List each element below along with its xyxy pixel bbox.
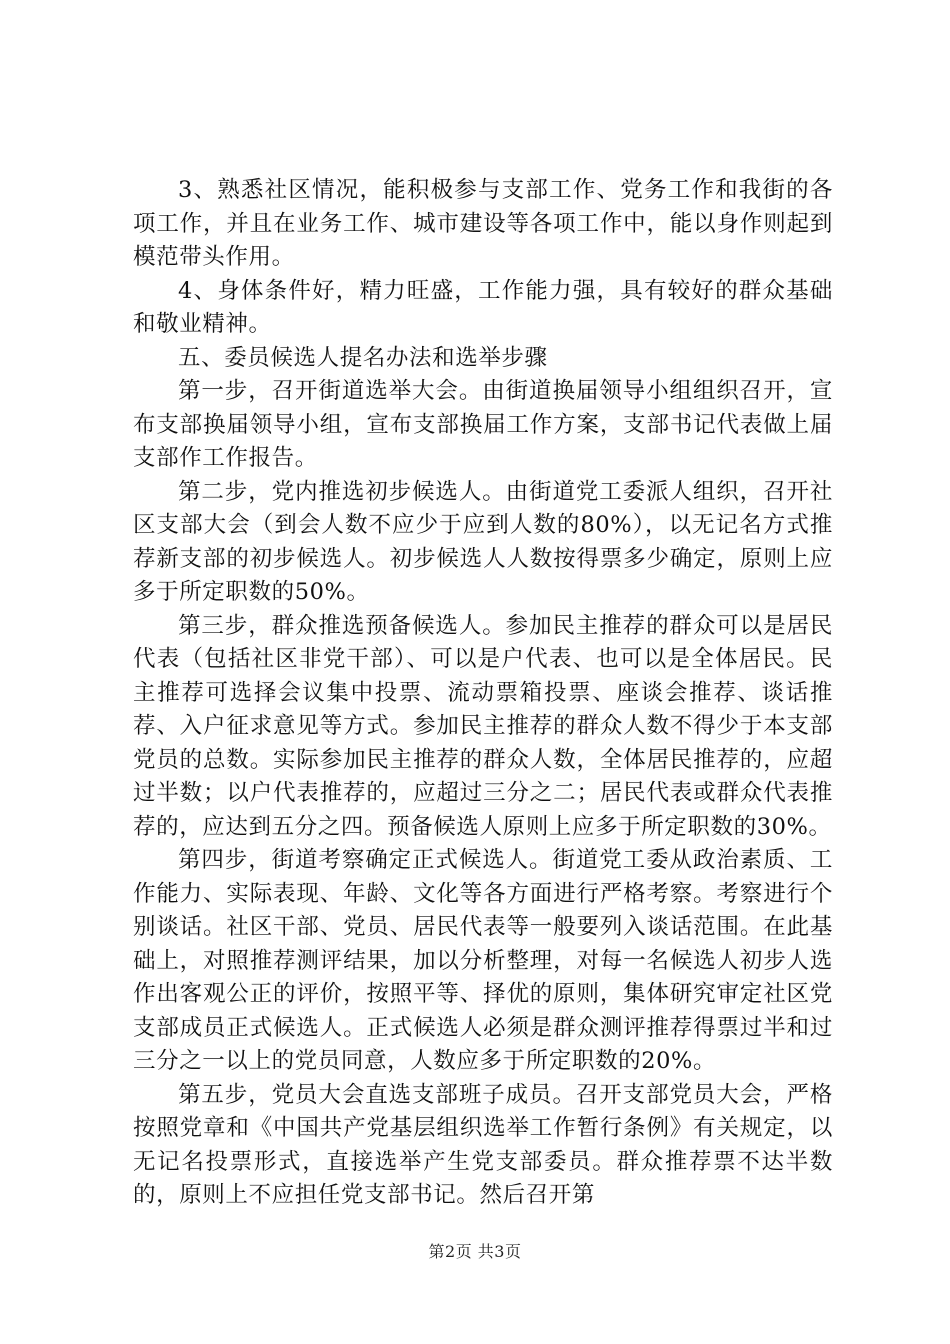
paragraph-step-3: 第三步，群众推选预备候选人。参加民主推荐的群众可以是居民代表（包括社区非党干部）、可以是户代表、也可以是全体居民。民主推荐可选择会议集中投票、流动票箱投票、座谈会推荐、谈话推荐、入户征求意见等方式。参加民主推荐的群众人数不得少于本支部党员的总数。实际参加民主推荐的群众人数，全体居民推荐的，应超过半数；以户代表推荐的，应超过三分之二；居民代表或群众代表推荐的，应达到五分之四。预备候选人原则上应多于所定职数的30%。 (133, 612, 833, 840)
paragraph-step-1: 第一步，召开街道选举大会。由街道换届领导小组组织召开，宣布支部换届领导小组，宣布支部换届工作方案，支部书记代表做上届支部作工作报告。 (133, 378, 833, 471)
paragraph-requirement-4: 4、身体条件好，精力旺盛，工作能力强，具有较好的群众基础和敬业精神。 (133, 277, 833, 337)
page-number-footer: 第2页 共3页 (428, 1242, 522, 1261)
paragraph-step-2: 第二步，党内推选初步候选人。由街道党工委派人组织，召开社区支部大会（到会人数不应少于应到人数的80%），以无记名方式推荐新支部的初步候选人。初步候选人人数按得票多少确定，原则上应多于所定职数的50%。 (133, 478, 833, 605)
paragraph-step-5: 第五步，党员大会直选支部班子成员。召开支部党员大会，严格按照党章和《中国共产党基层组织选举工作暂行条例》有关规定，以无记名投票形式，直接选举产生党支部委员。群众推荐票不达半数的，原则上不应担任党支部书记。然后召开第 (133, 1081, 833, 1208)
paragraph-step-4: 第四步，街道考察确定正式候选人。街道党工委从政治素质、工作能力、实际表现、年龄、文化等各方面进行严格考察。考察进行个别谈话。社区干部、党员、居民代表等一般要列入谈话范围。在此基础上，对照推荐测评结果，加以分析整理，对每一名候选人初步人选作出客观公正的评价，按照平等、择优的原则，集体研究审定社区党支部成员正式候选人。正式候选人必须是群众测评推荐得票过半和过三分之一以上的党员同意，人数应多于所定职数的20%。 (133, 847, 833, 1074)
paragraph-requirement-3: 3、熟悉社区情况，能积极参与支部工作、党务工作和我街的各项工作，并且在业务工作、城市建设等各项工作中，能以身作则起到模范带头作用。 (133, 177, 833, 270)
document-body (133, 174, 833, 1213)
section-heading-5: 五、委员候选人提名办法和选举步骤 (178, 344, 548, 371)
